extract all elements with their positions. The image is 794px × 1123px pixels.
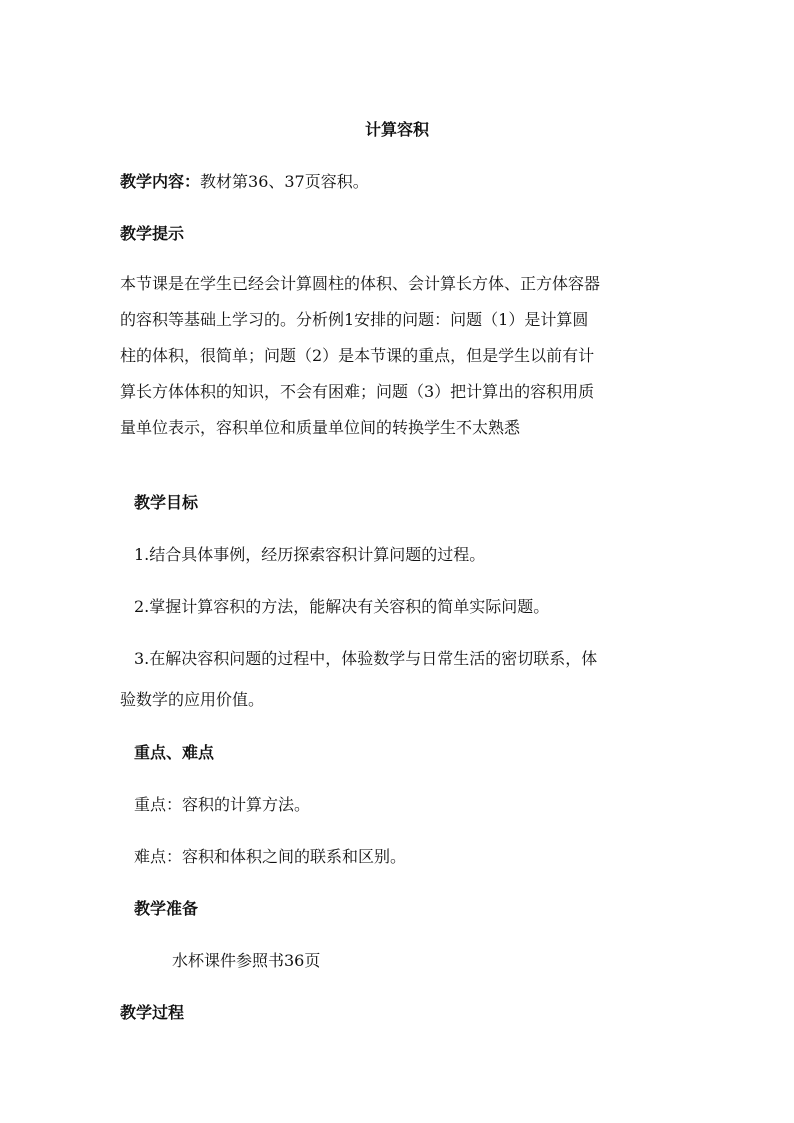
preparation-heading: 教学准备 xyxy=(134,899,199,918)
goal-item-2: 2.掌握计算容积的方法，能解决有关容积的简单实际问题。 xyxy=(134,597,550,616)
teaching-content xyxy=(120,172,680,192)
tips-paragraph xyxy=(120,266,680,446)
document-title: 计算容积 xyxy=(364,120,429,139)
difficult-point: 难点：容积和体积之间的联系和区别。 xyxy=(134,847,407,866)
tips-line: 本节课是在学生已经会计算圆柱的体积、会计算长方体、正方体容器 xyxy=(120,274,601,293)
tips-line: 算长方体体积的知识，不会有困难；问题（3）把计算出的容积用质 xyxy=(120,382,595,401)
tips-line: 柱的体积，很简单；问题（2）是本节课的重点，但是学生以前有计 xyxy=(120,346,595,365)
process-heading: 教学过程 xyxy=(120,1003,185,1022)
teaching-content-text: 教材第36、37页容积。 xyxy=(200,172,369,191)
tips-heading: 教学提示 xyxy=(120,224,185,243)
goal-item-3-line1: 3.在解决容积问题的过程中，体验数学与日常生活的密切联系，体 xyxy=(134,649,598,668)
preparation-text: 水杯课件参照书36页 xyxy=(172,951,321,970)
teaching-content-label: 教学内容： xyxy=(120,172,201,191)
goals-heading: 教学目标 xyxy=(134,493,199,512)
goal-item-1: 1.结合具体事例，经历探索容积计算问题的过程。 xyxy=(134,545,486,564)
goal-item-3-line2: 验数学的应用价值。 xyxy=(120,690,265,709)
tips-line: 量单位表示，容积单位和质量单位间的转换学生不太熟悉 xyxy=(120,418,521,437)
key-points-heading: 重点、难点 xyxy=(134,743,215,762)
tips-line: 的容积等基础上学习的。分析例1安排的问题：问题（1）是计算圆 xyxy=(120,310,589,329)
key-point: 重点：容积的计算方法。 xyxy=(134,795,311,814)
